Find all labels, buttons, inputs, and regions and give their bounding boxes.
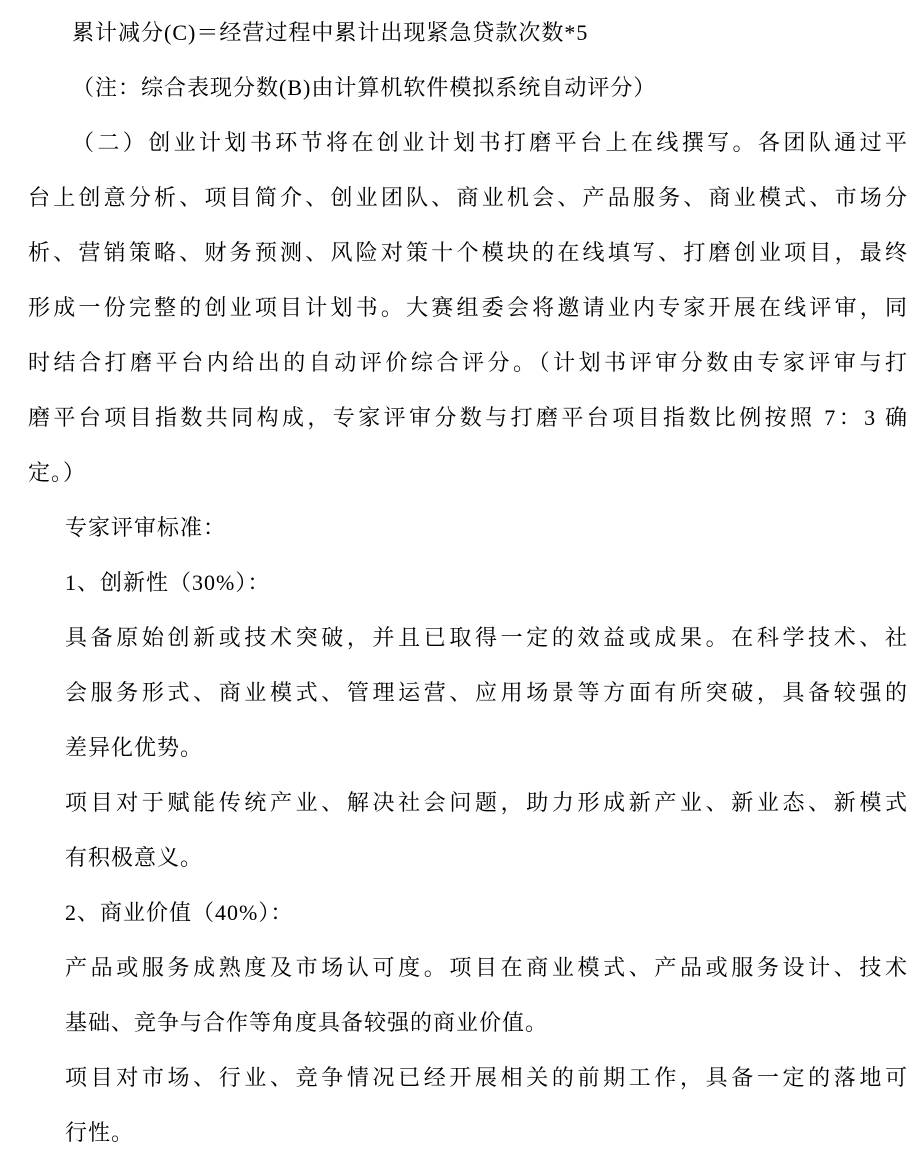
- line-note-auto-scoring: （注：综合表现分数(B)由计算机软件模拟系统自动评分）: [72, 75, 657, 100]
- line-feasibility-description-end: 行性。: [65, 1120, 135, 1145]
- line-business-value-description: 产品或服务成熟度及市场认可度。项目在商业模式、产品或服务设计、技术: [65, 955, 908, 980]
- line-innovation-description-end: 差异化优势。: [65, 735, 204, 760]
- line-business-value-description-end: 基础、竞争与合作等角度具备较强的商业价值。: [65, 1010, 549, 1035]
- line-innovation-heading: 1、创新性（30%）：: [65, 570, 271, 595]
- line-business-plan-paragraph: 析、营销策略、财务预测、风险对策十个模块的在线填写、打磨创业项目，最终: [28, 240, 908, 265]
- line-business-plan-paragraph: 形成一份完整的创业项目计划书。大赛组委会将邀请业内专家开展在线评审，同: [28, 295, 908, 320]
- line-expert-review-criteria-heading: 专家评审标准：: [65, 515, 227, 540]
- line-cumulative-deduction-formula: 累计减分(C)＝经营过程中累计出现紧急贷款次数*5: [72, 20, 589, 45]
- line-business-plan-paragraph: （二）创业计划书环节将在创业计划书打磨平台上在线撰写。各团队通过平: [72, 130, 908, 155]
- line-innovation-description: 会服务形式、商业模式、管理运营、应用场景等方面有所突破，具备较强的: [65, 680, 908, 705]
- line-innovation-description: 具备原始创新或技术突破，并且已取得一定的效益或成果。在科学技术、社: [65, 625, 908, 650]
- line-business-value-heading: 2、商业价值（40%）：: [65, 900, 294, 925]
- line-innovation-social-impact: 项目对于赋能传统产业、解决社会问题，助力形成新产业、新业态、新模式: [65, 790, 908, 815]
- line-business-plan-paragraph: 时结合打磨平台内给出的自动评价综合评分。（计划书评审分数由专家评审与打: [28, 350, 908, 375]
- line-innovation-social-impact-end: 有积极意义。: [65, 845, 204, 870]
- line-business-plan-paragraph-end: 定。）: [28, 460, 87, 485]
- line-business-plan-paragraph: 台上创意分析、项目简介、创业团队、商业机会、产品服务、商业模式、市场分: [28, 185, 908, 210]
- line-business-plan-paragraph: 磨平台项目指数共同构成，专家评审分数与打磨平台项目指数比例按照 7：3 确: [28, 405, 908, 430]
- line-feasibility-description: 项目对市场、行业、竞争情况已经开展相关的前期工作，具备一定的落地可: [65, 1065, 908, 1090]
